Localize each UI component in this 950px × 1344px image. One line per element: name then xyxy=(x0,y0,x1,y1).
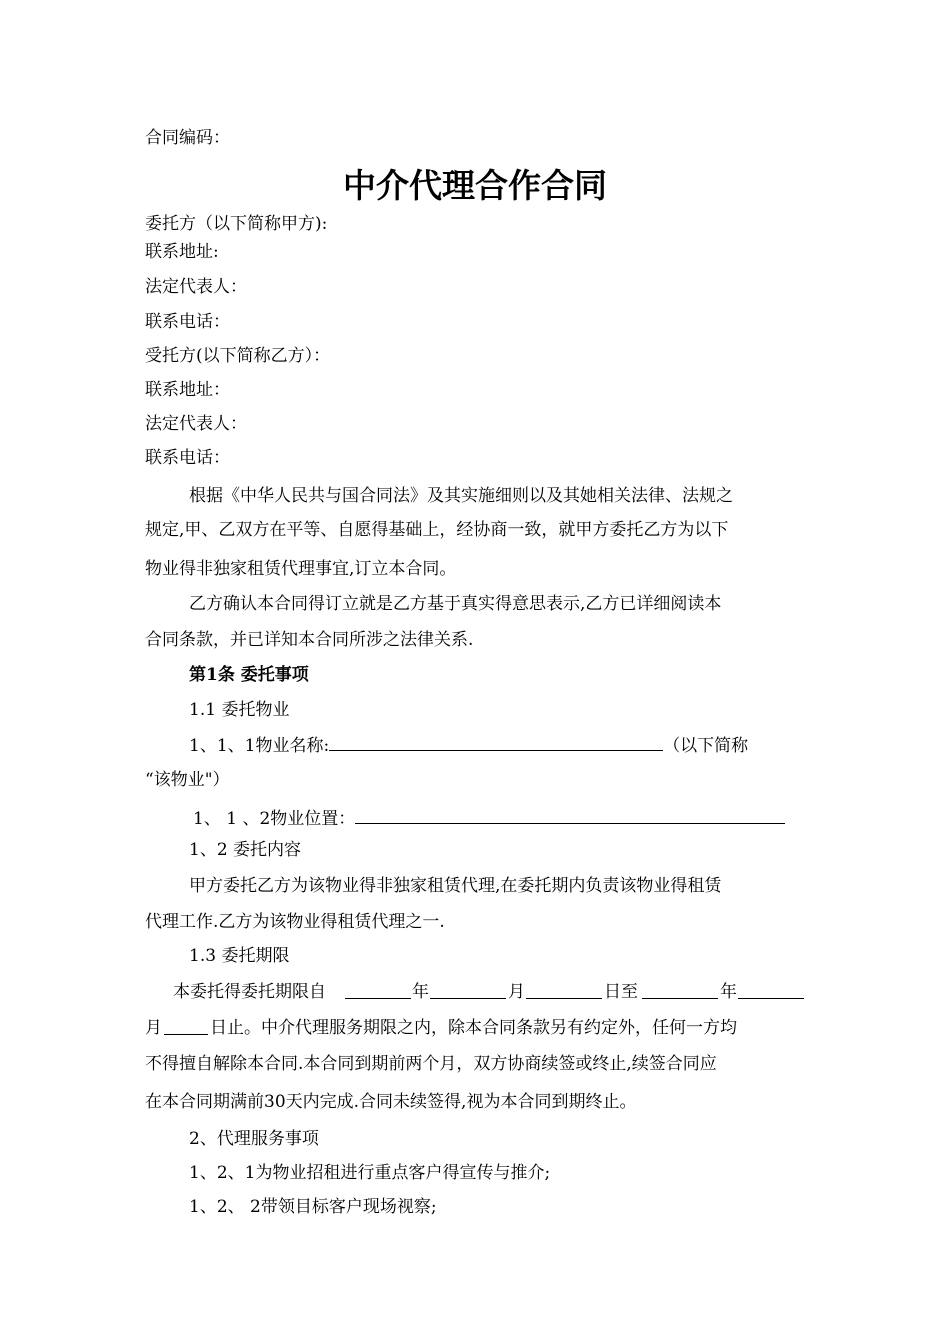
property-name-row xyxy=(189,732,748,758)
start-year-label: 年 xyxy=(412,982,429,1002)
start-month-blank[interactable] xyxy=(430,998,506,999)
content-line: 代理工作.乙方为该物业得租赁代理之一. xyxy=(145,912,445,932)
content-line: 甲方委托乙方为该物业得非独家租赁代理,在委托期内负责该物业得租赁 xyxy=(189,876,722,896)
page-title: 中介代理合作合同 xyxy=(343,166,607,205)
section-1-2-heading: 1、2 委托内容 xyxy=(189,840,302,860)
term-line: 在本合同期满前30天内完成.合同未续签得,视为本合同到期终止。 xyxy=(145,1092,637,1112)
service-item: 1、2、 2带领目标客户现场视察; xyxy=(189,1197,437,1217)
party-a-address: 联系地址: xyxy=(145,242,219,262)
preamble-line: 规定,甲、乙双方在平等、自愿得基础上，经协商一致，就甲方委托乙方为以下 xyxy=(145,520,729,540)
end-day-blank[interactable] xyxy=(164,1034,208,1035)
section-1-3-heading: 1.3 委托期限 xyxy=(189,946,290,966)
party-b-rep: 法定代表人： xyxy=(145,414,247,434)
party-b-phone: 联系电话： xyxy=(145,448,230,468)
term-end-line: 日止。中介代理服务期限之内，除本合同条款另有约定外，任何一方均 xyxy=(210,1018,737,1038)
start-month-label: 月 xyxy=(508,982,525,1002)
end-year-blank[interactable] xyxy=(642,998,718,999)
preamble-line: 物业得非独家租赁代理事宜,订立本合同。 xyxy=(145,559,457,579)
confirm-line: 合同条款，并已详知本合同所涉之法律关系. xyxy=(145,630,474,650)
property-name-label: 1、1、1物业名称: xyxy=(189,736,330,756)
party-a-label: 委托方（以下简称甲方): xyxy=(145,214,328,234)
start-year-blank[interactable] xyxy=(345,998,411,999)
service-title: 2、代理服务事项 xyxy=(189,1129,319,1149)
end-year-label: 年 xyxy=(720,982,737,1002)
property-location-row xyxy=(193,805,785,831)
start-day-label: 日至 xyxy=(604,982,638,1002)
property-name-blank[interactable] xyxy=(329,732,663,751)
property-location-label: 1、 1 、2物业位置： xyxy=(193,809,356,829)
service-item: 1、2、1为物业招租进行重点客户得宣传与推介; xyxy=(189,1163,551,1183)
party-a-rep: 法定代表人： xyxy=(145,277,247,297)
preamble-line: 根据《中华人民共与国合同法》及其实施细则以及其她相关法律、法规之 xyxy=(189,486,733,506)
end-month-label: 月 xyxy=(145,1018,162,1038)
term-start-label: 本委托得委托期限自 xyxy=(173,982,326,1002)
property-name-suffix: （以下简称 xyxy=(663,736,749,756)
term-line: 不得擅自解除本合同.本合同到期前两个月，双方协商续签或终止,续签合同应 xyxy=(145,1054,717,1074)
start-day-blank[interactable] xyxy=(526,998,602,999)
article-1-title: 第1条 委托事项 xyxy=(189,665,309,685)
contract-code-label: 合同编码： xyxy=(145,128,230,148)
party-b-address: 联系地址： xyxy=(145,380,230,400)
party-b-label: 受托方(以下简称乙方）： xyxy=(145,346,331,366)
section-1-1-heading: 1.1 委托物业 xyxy=(189,700,290,720)
confirm-line: 乙方确认本合同得订立就是乙方基于真实得意思表示,乙方已详细阅读本 xyxy=(189,594,722,614)
end-month-blank[interactable] xyxy=(738,998,804,999)
party-a-phone: 联系电话： xyxy=(145,312,230,332)
property-location-blank[interactable] xyxy=(355,805,785,824)
property-name-continuation: “该物业"） xyxy=(145,770,230,790)
